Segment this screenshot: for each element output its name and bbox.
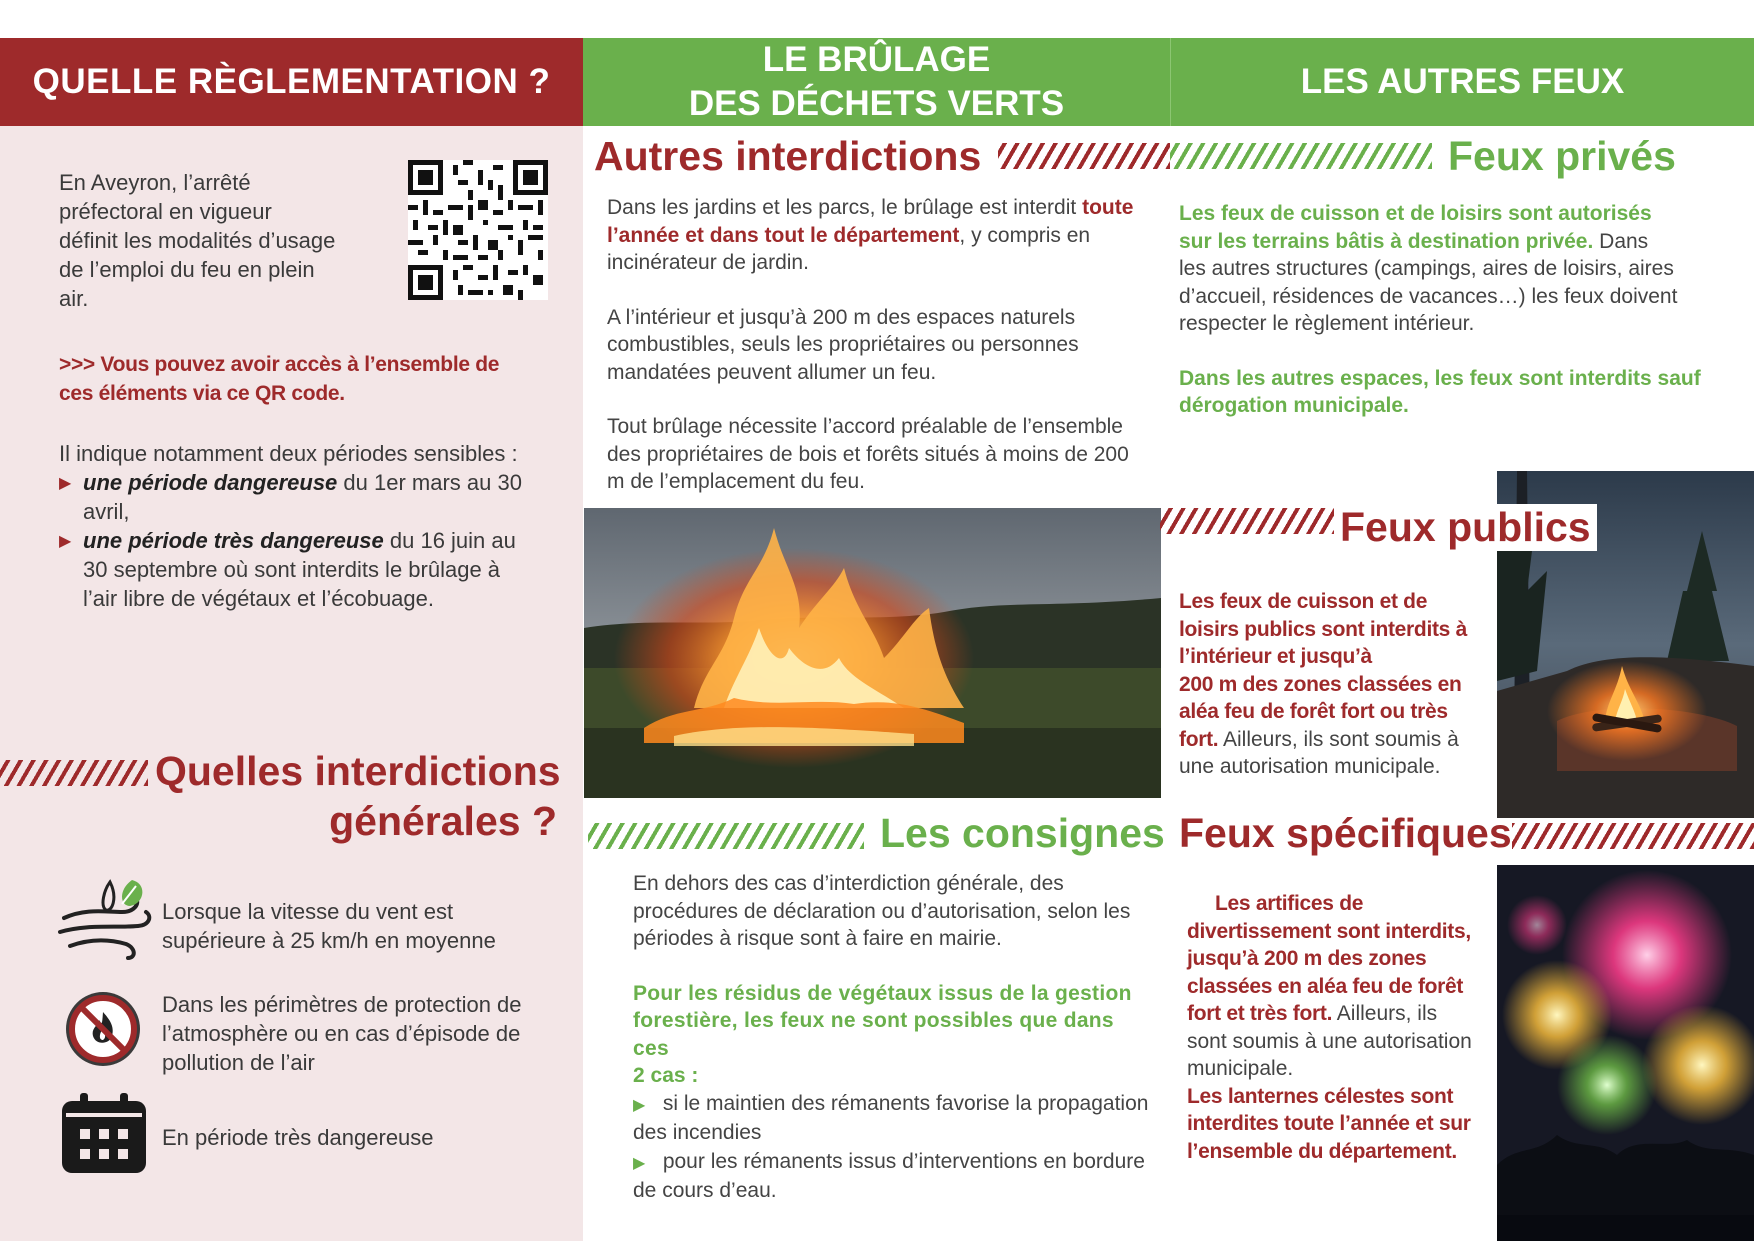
interdiction-text: supérieure à 25 km/h en moyenne: [162, 928, 496, 953]
text-line: [1179, 726, 1489, 754]
text-line: des propriétaires de bois et forêts situés à moins de 200: [607, 442, 1129, 466]
text-span-emphasis: l’année et dans tout le département: [607, 223, 960, 247]
text-line: [1187, 1000, 1487, 1028]
text-line: forestière, les feux ne sont possibles que dans ces: [633, 1009, 1114, 1060]
text-line: jusqu’à 200 m des zones: [1187, 947, 1427, 970]
interdictions-title-line1: Quelles interdictions: [155, 748, 561, 794]
intro-line: préfectoral en vigueur: [59, 199, 272, 224]
text-line: A l’intérieur et jusqu’à 200 m des espaces naturels: [607, 305, 1076, 329]
text-line: aléa feu de forêt fort ou très: [1179, 700, 1448, 723]
text-line: les autres structures (campings, aires de loisirs, aires: [1179, 257, 1674, 280]
text-line: mandatées peuvent allumer un feu.: [607, 360, 937, 384]
text-line: loisirs publics sont interdits à: [1179, 617, 1467, 641]
interdiction-text: pollution de l’air: [162, 1050, 315, 1075]
feux-prives-text: [1179, 200, 1739, 420]
feux-specifiques-text: [1187, 890, 1487, 1165]
text-span: Dans: [1593, 229, 1649, 253]
feux-publics-title: Feux publics: [1334, 504, 1597, 551]
consigne-bullet: [633, 1148, 1153, 1205]
text-line: combustibles, seuls les propriétaires ou personnes: [607, 333, 1079, 356]
autres-interdictions-text: [607, 194, 1137, 496]
calendar-icon: [60, 1093, 148, 1175]
text-span: Dans les jardins et les parcs, le brûlage est interdit: [607, 196, 1083, 219]
feux-prives-title: Feux privés: [1448, 133, 1676, 179]
header-reglementation-title: QUELLE RÈGLEMENTATION ?: [32, 62, 551, 101]
intro-line: En Aveyron, l’arrêté: [59, 170, 251, 195]
period-item: [59, 526, 569, 613]
interdiction-text: Lorsque la vitesse du vent est: [162, 899, 454, 924]
interdiction-text: Dans les périmètres de protection de: [162, 992, 522, 1017]
text-line: sont soumis à une autorisation: [1187, 1029, 1472, 1053]
interdiction-text: l’atmosphère ou en cas d’épisode de: [162, 1021, 521, 1046]
text-line: interdites toute l’année et sur: [1187, 1112, 1471, 1135]
text-line: En dehors des cas d’interdiction générale, des: [633, 872, 1064, 895]
text-line: divertissement sont interdits,: [1187, 919, 1471, 943]
text-line: de cours d’eau.: [633, 1179, 777, 1202]
qr-code-icon[interactable]: [408, 160, 548, 300]
text-line: Les feux de cuisson et de: [1179, 590, 1428, 613]
feux-specifiques-title: Feux spécifiques: [1179, 810, 1512, 856]
text-span: , y compris en: [959, 223, 1091, 247]
grass-fire-photo: [584, 508, 1161, 798]
qr-note-line: ces éléments via ce QR code.: [59, 382, 345, 405]
text-line: Les feux de cuisson et de loisirs sont autorisés: [1179, 202, 1652, 225]
text-line: [607, 222, 1137, 250]
interdiction-item-wind: [162, 897, 496, 955]
intro-line: définit les modalités d’usage: [59, 228, 336, 253]
autres-interdictions-title: Autres interdictions: [594, 133, 982, 179]
period-dangerous-dates: du 1er mars au 30: [337, 470, 522, 495]
triangle-bullet-icon: ▶: [59, 533, 72, 550]
text-line: m de l’emplacement du feu.: [607, 470, 865, 493]
feux-publics-text: [1179, 588, 1489, 781]
interdiction-item-period: En période très dangereuse: [162, 1125, 434, 1150]
text-line: Dans les autres espaces, les feux sont interdits sauf: [1179, 366, 1701, 390]
text-line: dérogation municipale.: [1179, 394, 1409, 417]
triangle-bullet-icon: ▶: [633, 1154, 646, 1172]
header-brulage-line2: DES DÉCHETS VERTS: [688, 84, 1065, 123]
text-span: pour les rémanents issus d’interventions en bordure: [662, 1149, 1145, 1173]
text-line: [607, 194, 1137, 222]
text-span-emphasis: fort et très fort.: [1187, 1002, 1333, 1025]
text-line: l’ensemble du département.: [1187, 1139, 1457, 1163]
hatch-decoration: [1170, 143, 1432, 169]
period-dangerous-label: une période dangereuse: [83, 470, 338, 495]
interdiction-item-pollution: [162, 990, 522, 1077]
qr-note-line: >>> Vous pouvez avoir accès à l’ensemble de: [59, 353, 500, 376]
text-line: d’accueil, résidences de vacances…) les feux doivent: [1179, 284, 1678, 308]
text-line: incinérateur de jardin.: [607, 251, 809, 274]
triangle-bullet-icon: ▶: [59, 475, 72, 492]
text-span: si le maintien des rémanents favorise la propagation: [662, 1091, 1149, 1115]
reglementation-intro: [59, 168, 379, 313]
interdictions-title-line2: générales ?: [329, 798, 557, 844]
header-brulage: [583, 38, 1170, 126]
consigne-bullet: [633, 1090, 1153, 1147]
text-line: des incendies: [633, 1121, 762, 1144]
text-line: 200 m des zones classées en: [1179, 672, 1462, 696]
period-very-dangerous-label: une période très dangereuse: [83, 528, 384, 553]
header-autres-feux: [1170, 38, 1754, 126]
text-line: respecter le règlement intérieur.: [1179, 312, 1475, 335]
text-line: [1179, 228, 1739, 256]
hatch-decoration: [1512, 823, 1754, 849]
text-line: Les lanternes célestes sont: [1187, 1084, 1454, 1108]
header-reglementation: [0, 38, 583, 126]
fireworks-photo: [1497, 865, 1754, 1241]
text-span: Ailleurs, ils: [1332, 1002, 1438, 1025]
period-very-dangerous-dates: du 16 juin au: [383, 528, 516, 553]
text-span-emphasis: fort.: [1179, 727, 1219, 751]
hatch-decoration: [0, 760, 148, 786]
period-item: [59, 468, 569, 526]
no-fire-icon: [64, 990, 142, 1068]
text-span-emphasis: toute: [1082, 196, 1134, 219]
period-very-dangerous-cont: 30 septembre où sont interdits le brûlage à: [83, 557, 501, 582]
intro-line: air.: [59, 286, 89, 311]
triangle-bullet-icon: ▶: [633, 1096, 646, 1114]
hatch-decoration: [588, 823, 864, 849]
text-line: Les artifices de: [1215, 892, 1364, 915]
consignes-title: Les consignes: [880, 810, 1165, 856]
text-span: Ailleurs, ils sont soumis à: [1218, 727, 1459, 751]
qr-code-note: [59, 350, 499, 408]
periods-intro: Il indique notamment deux périodes sensibles :: [59, 441, 518, 466]
hatch-decoration: [1160, 508, 1336, 534]
header-brulage-line1: LE BRÛLAGE: [762, 40, 991, 79]
text-line: l’intérieur et jusqu’à: [1179, 645, 1372, 668]
period-very-dangerous-cont: l’air libre de végétaux et l’écobuage.: [83, 586, 435, 611]
text-line: une autorisation municipale.: [1179, 755, 1441, 778]
text-line: Tout brûlage nécessite l’accord préalable de l’ensemble: [607, 415, 1123, 438]
text-line: 2 cas :: [633, 1064, 699, 1087]
intro-line: de l’emploi du feu en plein: [59, 257, 315, 282]
period-dangerous-cont: avril,: [83, 499, 130, 524]
hatch-decoration: [998, 143, 1170, 169]
text-span-emphasis: sur les terrains bâtis à destination privée.: [1179, 229, 1594, 253]
text-line: Pour les résidus de végétaux issus de la gestion: [633, 981, 1132, 1005]
text-line: municipale.: [1187, 1057, 1294, 1080]
consignes-text: [633, 870, 1153, 1205]
header-autres-feux-title: LES AUTRES FEUX: [1300, 62, 1625, 101]
text-line: périodes à risque sont à faire en mairie.: [633, 927, 1002, 950]
wind-leaf-icon: [56, 878, 152, 966]
periods-block: [59, 439, 569, 613]
text-line: classées en aléa feu de forêt: [1187, 974, 1464, 998]
text-line: procédures de déclaration ou d’autorisation, selon les: [633, 899, 1131, 923]
